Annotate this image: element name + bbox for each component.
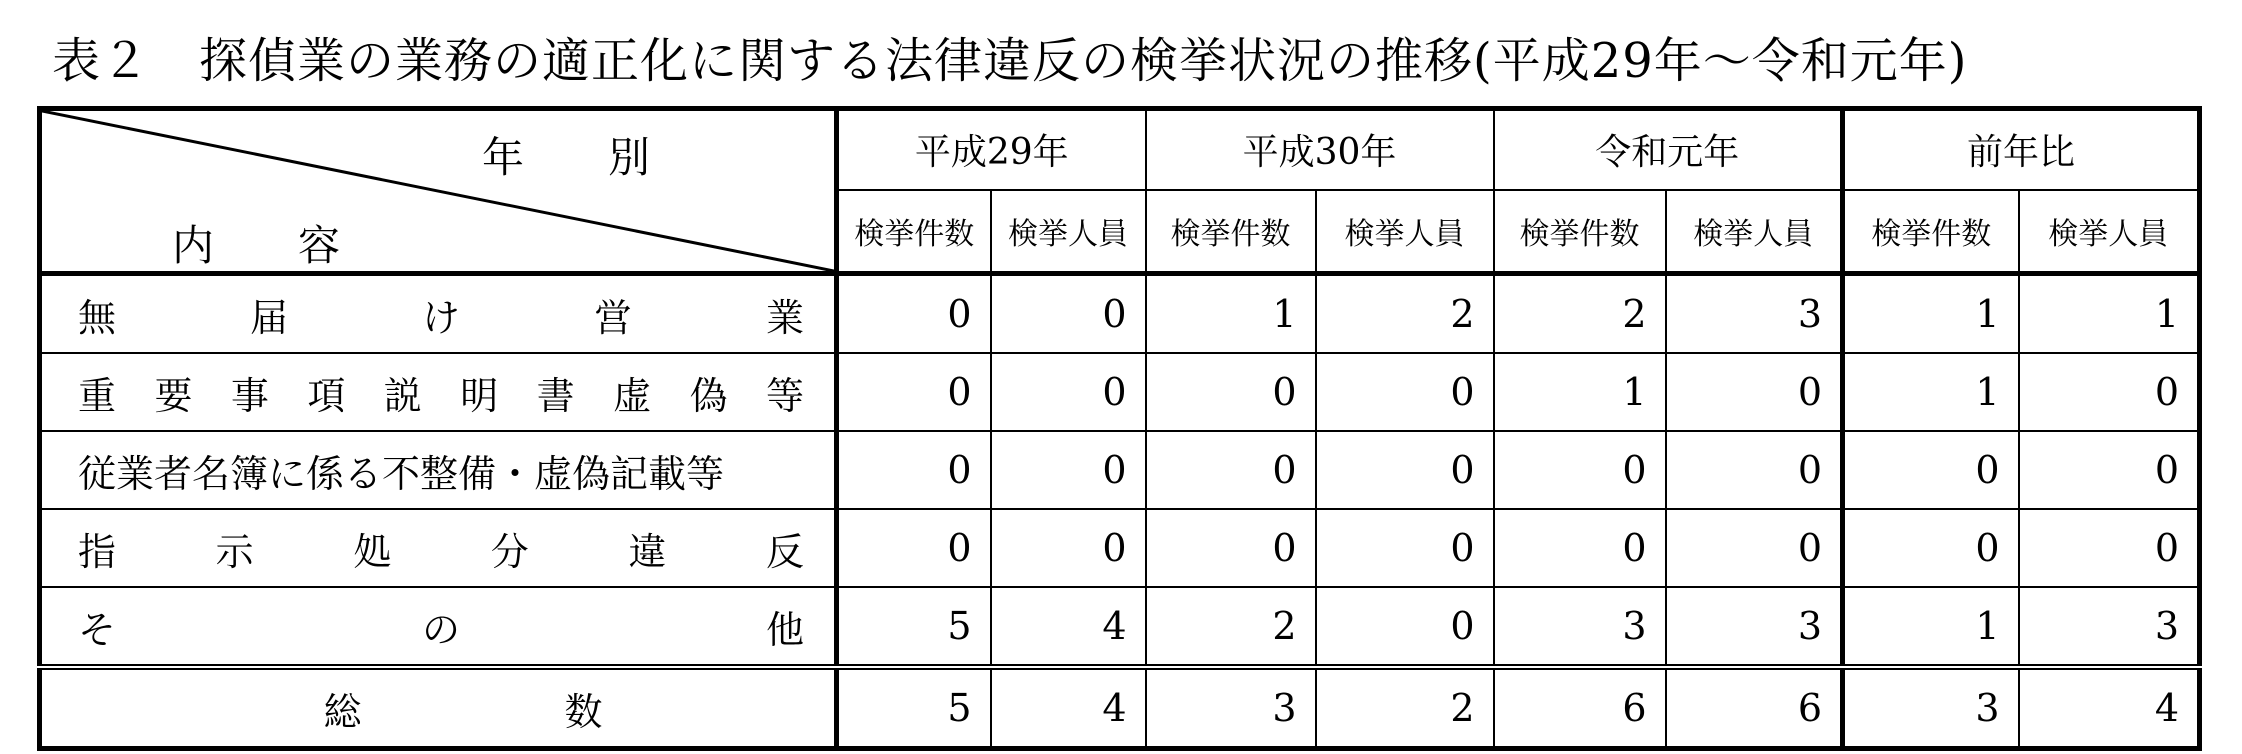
year-header-comparison: 前年比 [1843, 109, 2200, 190]
sub-header-persons: 検挙人員 [2019, 190, 2200, 274]
row-label [40, 509, 837, 587]
cell-persons: 0 [2019, 353, 2200, 431]
row-label-char: 業 [765, 295, 804, 340]
row-label-char: 数 [564, 689, 603, 734]
row-label-char: 違 [628, 529, 667, 574]
header-content-label: 内 容 [172, 221, 341, 270]
row-label [40, 587, 837, 667]
cell-cases: 0 [1843, 431, 2019, 509]
cell-persons: 0 [1316, 509, 1494, 587]
cell-persons: 0 [1666, 353, 1843, 431]
row-label-char: 等 [765, 373, 804, 418]
row-label-char: 要 [154, 373, 193, 418]
row-label-char: の [421, 607, 460, 652]
row-label-char: 処 [353, 529, 392, 574]
row-label-char: そ [78, 607, 117, 652]
cell-persons: 4 [2019, 667, 2200, 749]
cell-persons: 0 [1316, 353, 1494, 431]
cell-persons: 0 [991, 509, 1146, 587]
cell-persons: 6 [1666, 667, 1843, 749]
cell-persons: 4 [991, 667, 1146, 749]
row-label-char: 説 [383, 373, 422, 418]
cell-cases: 1 [1843, 587, 2019, 667]
cell-cases: 3 [1843, 667, 2019, 749]
cell-cases: 3 [1146, 667, 1316, 749]
cell-persons: 2 [1316, 667, 1494, 749]
total-row [40, 667, 2200, 749]
cell-persons: 4 [991, 587, 1146, 667]
cell-cases: 3 [1494, 587, 1666, 667]
sub-header-persons: 検挙人員 [1666, 190, 1843, 274]
cell-persons: 3 [1666, 587, 1843, 667]
cell-cases: 1 [1146, 274, 1316, 354]
row-label-char: 書 [536, 373, 575, 418]
arrest-statistics-table [37, 106, 2202, 751]
row-label-char: 無 [78, 295, 117, 340]
cell-persons: 0 [1666, 431, 1843, 509]
cell-persons: 3 [1666, 274, 1843, 354]
sub-header-persons: 検挙人員 [991, 190, 1146, 274]
row-label-char: 明 [460, 373, 499, 418]
cell-cases: 0 [1843, 509, 2019, 587]
year-header-h30: 平成30年 [1146, 109, 1494, 190]
row-label-char: 従業者名簿に係る不整備・虚偽記載等 [78, 451, 725, 496]
row-label-char: 他 [765, 607, 804, 652]
sub-header-cases: 検挙件数 [1494, 190, 1666, 274]
row-label-char: 示 [215, 529, 254, 574]
row-label-char: 届 [249, 295, 288, 340]
cell-cases: 5 [837, 667, 991, 749]
diagonal-line [42, 111, 834, 271]
cell-cases: 2 [1494, 274, 1666, 354]
cell-cases: 1 [1843, 274, 2019, 354]
cell-persons: 0 [2019, 509, 2200, 587]
cell-persons: 0 [991, 431, 1146, 509]
row-label-char: け [421, 295, 460, 340]
year-header-h29: 平成29年 [837, 109, 1146, 190]
row-label-char: 反 [765, 529, 804, 574]
cell-cases: 2 [1146, 587, 1316, 667]
row-label-char: 分 [490, 529, 529, 574]
cell-persons: 0 [1316, 431, 1494, 509]
cell-persons: 0 [991, 274, 1146, 354]
cell-cases: 6 [1494, 667, 1666, 749]
data-rows [40, 274, 2200, 749]
cell-persons: 0 [2019, 431, 2200, 509]
row-label-char: 事 [230, 373, 269, 418]
row-label-char: 指 [78, 529, 117, 574]
cell-cases: 0 [837, 431, 991, 509]
cell-cases: 0 [1494, 431, 1666, 509]
cell-cases: 0 [837, 509, 991, 587]
table-row [40, 353, 2200, 431]
cell-cases: 0 [1146, 509, 1316, 587]
cell-cases: 0 [1146, 431, 1316, 509]
row-label-char: 重 [78, 373, 117, 418]
sub-header-cases: 検挙件数 [1146, 190, 1316, 274]
cell-cases: 0 [837, 274, 991, 354]
cell-persons: 0 [1316, 587, 1494, 667]
diagonal-header-cell [40, 109, 837, 274]
row-label [40, 431, 837, 509]
sub-header-cases: 検挙件数 [1843, 190, 2019, 274]
row-label [40, 353, 837, 431]
cell-cases: 0 [1494, 509, 1666, 587]
cell-persons: 2 [1316, 274, 1494, 354]
row-label-char: 虚 [613, 373, 652, 418]
cell-cases: 0 [837, 353, 991, 431]
row-label-char: 項 [307, 373, 346, 418]
cell-persons: 3 [2019, 587, 2200, 667]
table-title: 表２ 探偵業の業務の適正化に関する法律違反の検挙状況の推移(平成29年～令和元年) [52, 33, 1968, 89]
year-header-r1: 令和元年 [1494, 109, 1843, 190]
table-row [40, 587, 2200, 667]
cell-cases: 5 [837, 587, 991, 667]
row-label-char: 偽 [689, 373, 728, 418]
cell-persons: 0 [1666, 509, 1843, 587]
row-label [40, 274, 837, 354]
cell-persons: 0 [991, 353, 1146, 431]
table-row [40, 509, 2200, 587]
total-label [40, 667, 837, 749]
row-label-char: 総 [323, 689, 362, 734]
sub-header-cases: 検挙件数 [837, 190, 991, 274]
row-label-char: 営 [593, 295, 632, 340]
cell-cases: 1 [1843, 353, 2019, 431]
sub-header-persons: 検挙人員 [1316, 190, 1494, 274]
table-row [40, 431, 2200, 509]
cell-cases: 0 [1146, 353, 1316, 431]
table-row [40, 274, 2200, 354]
header-year-label: 年 別 [482, 133, 651, 182]
cell-persons: 1 [2019, 274, 2200, 354]
cell-cases: 1 [1494, 353, 1666, 431]
